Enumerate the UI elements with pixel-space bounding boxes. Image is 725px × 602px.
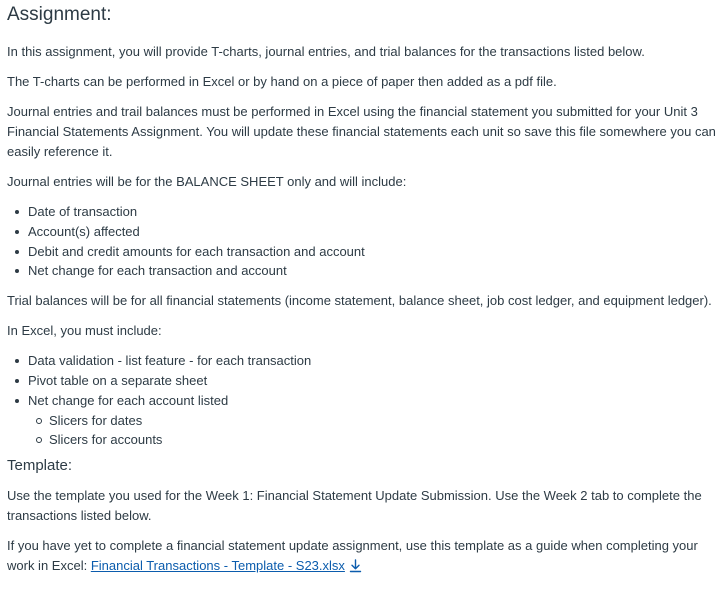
slicers-sublist bbox=[28, 411, 718, 451]
list-item: Net change for each transaction and account bbox=[15, 261, 718, 281]
guide-text: If you have yet to complete a financial statement update assignment, use this template as a guide when completing your work in Excel: bbox=[7, 538, 698, 574]
intro-paragraph: In this assignment, you will provide T-charts, journal entries, and trial balances for the transactions listed below. bbox=[7, 44, 645, 59]
template-paragraph: Use the template you used for the Week 1: Financial Statement Update Submission. Use the Week 2 tab to complete the transactions listed below. bbox=[7, 488, 702, 524]
sub-list-item: Slicers for accounts bbox=[36, 430, 718, 450]
guide-paragraph bbox=[7, 536, 718, 576]
list-item: Date of transaction bbox=[15, 202, 718, 222]
assignment-heading: Assignment: bbox=[7, 4, 112, 25]
excel-requirements-list bbox=[7, 351, 718, 450]
tcharts-paragraph: The T-charts can be performed in Excel or by hand on a piece of paper then added as a pdf file. bbox=[7, 74, 557, 89]
list-item: Data validation - list feature - for each transaction bbox=[15, 351, 718, 371]
template-file-link[interactable]: Financial Transactions - Template - S23.xlsx bbox=[90, 558, 345, 574]
sub-list-item: Slicers for dates bbox=[36, 411, 718, 431]
list-item bbox=[15, 391, 718, 450]
template-heading: Template: bbox=[7, 457, 73, 475]
list-item: Account(s) affected bbox=[15, 222, 718, 242]
trial-balances-paragraph: Trial balances will be for all financial statements (income statement, balance sheet, job cost ledger, and equipment ledger). bbox=[7, 293, 712, 309]
list-item-label: Net change for each account listed bbox=[28, 392, 229, 408]
download-icon[interactable] bbox=[349, 559, 362, 573]
journal-intro-paragraph: Journal entries will be for the BALANCE SHEET only and will include: bbox=[7, 174, 407, 189]
journal-trail-paragraph: Journal entries and trail balances must be performed in Excel using the financial statement you submitted for your Unit 3 Financial Statements Assignment. You will update these financial statements each unit so save this file somewhere you can easily reference it. bbox=[7, 104, 716, 159]
list-item: Pivot table on a separate sheet bbox=[15, 371, 718, 391]
journal-entries-list bbox=[7, 202, 718, 281]
list-item: Debit and credit amounts for each transaction and account bbox=[15, 242, 718, 262]
excel-intro-paragraph: In Excel, you must include: bbox=[7, 323, 162, 339]
